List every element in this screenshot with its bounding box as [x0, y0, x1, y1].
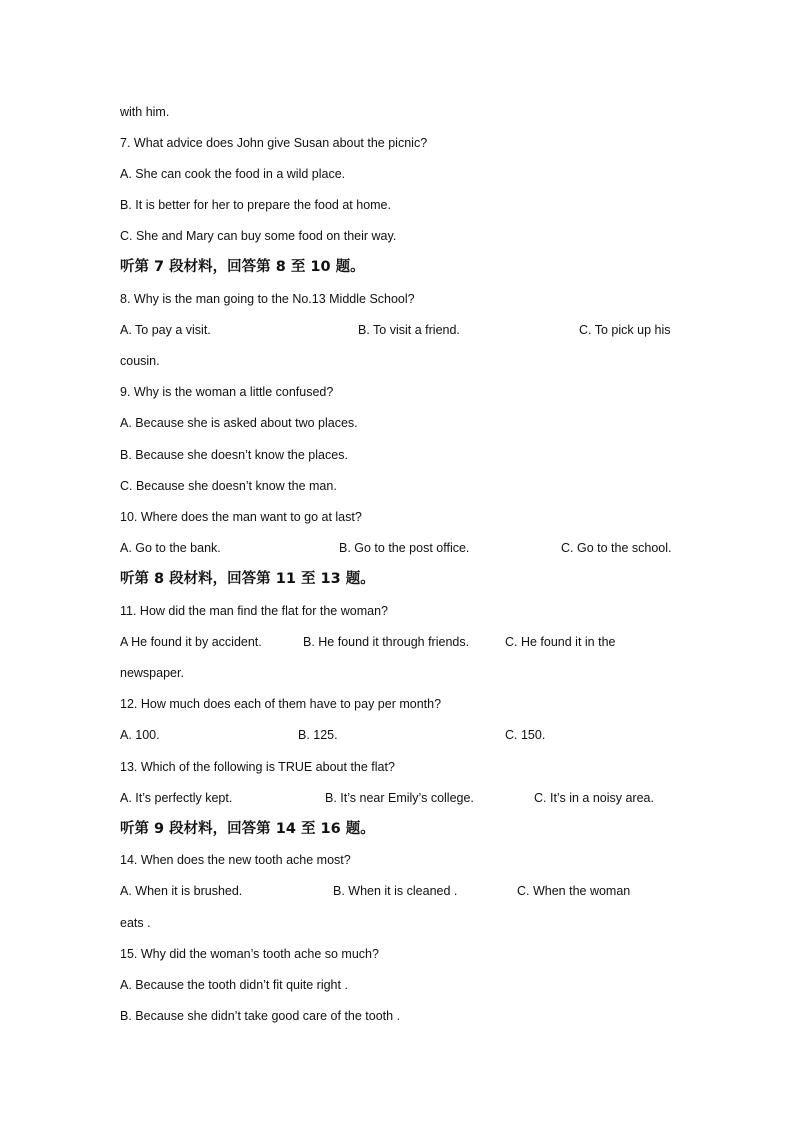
question-11: 11. How did the man find the flat for the woman?: [120, 604, 388, 618]
option-11c: C. He found it in the: [505, 635, 616, 649]
question-14: 14. When does the new tooth ache most?: [120, 853, 351, 867]
option-14c-continued: eats .: [120, 916, 151, 930]
option-9a: A. Because she is asked about two places.: [120, 416, 358, 430]
option-10b: B. Go to the post office.: [339, 541, 470, 555]
option-12c: C. 150.: [505, 728, 546, 742]
option-12b: B. 125.: [298, 728, 338, 742]
option-11c-continued: newspaper.: [120, 666, 184, 680]
question-9: 9. Why is the woman a little confused?: [120, 385, 334, 399]
option-11a: A He found it by accident.: [120, 635, 262, 649]
section-heading-8: 听第 8 段材料，回答第 11 至 13 题。: [120, 571, 375, 587]
question-12: 12. How much does each of them have to pay per month?: [120, 697, 442, 711]
options-row-14: [120, 883, 704, 899]
option-8c-continued: cousin.: [120, 354, 160, 368]
option-14c: C. When the woman: [517, 884, 631, 898]
section-heading-9: 听第 9 段材料，回答第 14 至 16 题。: [120, 821, 375, 837]
options-row-10: [120, 540, 704, 556]
question-10: 10. Where does the man want to go at last?: [120, 510, 362, 524]
options-row-11: [120, 634, 704, 650]
option-7b: B. It is better for her to prepare the food at home.: [120, 198, 391, 212]
question-15: 15. Why did the woman’s tooth ache so much?: [120, 947, 379, 961]
option-12a: A. 100.: [120, 728, 160, 742]
option-8b: B. To visit a friend.: [358, 323, 460, 337]
options-row-8: [120, 322, 704, 338]
option-13b: B. It’s near Emily’s college.: [325, 791, 474, 805]
option-10a: A. Go to the bank.: [120, 541, 221, 555]
options-row-13: [120, 790, 704, 806]
option-7a: A. She can cook the food in a wild place.: [120, 167, 346, 181]
question-13: 13. Which of the following is TRUE about the flat?: [120, 760, 395, 774]
option-8a: A. To pay a visit.: [120, 323, 211, 337]
section-heading-7: 听第 7 段材料，回答第 8 至 10 题。: [120, 259, 365, 275]
option-15b: B. Because she didn’t take good care of the tooth .: [120, 1009, 401, 1023]
option-9b: B. Because she doesn’t know the places.: [120, 448, 348, 462]
option-9c: C. Because she doesn’t know the man.: [120, 479, 337, 493]
question-7: 7. What advice does John give Susan about the picnic?: [120, 136, 428, 150]
question-8: 8. Why is the man going to the No.13 Middle School?: [120, 292, 415, 306]
options-row-12: [120, 727, 704, 743]
option-13c: C. It’s in a noisy area.: [534, 791, 654, 805]
option-14b: B. When it is cleaned .: [333, 884, 458, 898]
option-8c: C. To pick up his: [579, 323, 671, 337]
option-15a: A. Because the tooth didn’t fit quite right .: [120, 978, 348, 992]
option-7c: C. She and Mary can buy some food on their way.: [120, 229, 397, 243]
option-14a: A. When it is brushed.: [120, 884, 243, 898]
text-line: with him.: [120, 105, 170, 119]
option-11b: B. He found it through friends.: [303, 635, 470, 649]
option-10c: C. Go to the school.: [561, 541, 672, 555]
option-13a: A. It’s perfectly kept.: [120, 791, 233, 805]
